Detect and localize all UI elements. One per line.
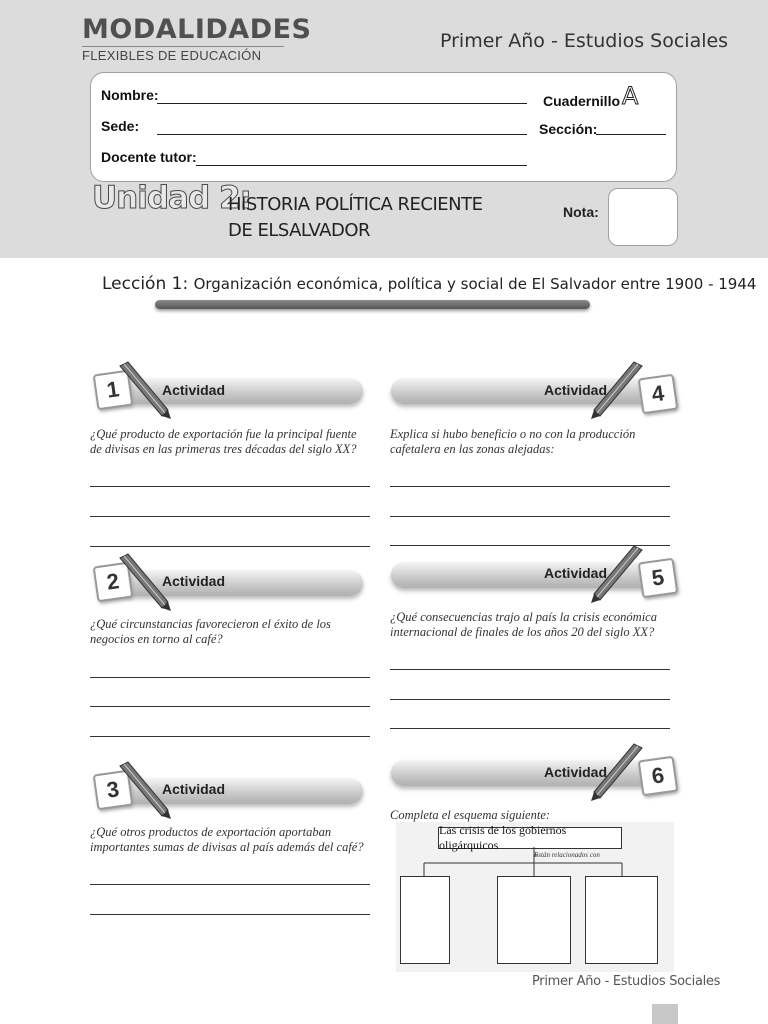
activity-2-answer-line-1[interactable]	[90, 677, 370, 678]
pencil-icon	[112, 760, 172, 820]
activity-2-badge: 2	[93, 562, 134, 603]
activity-1-label: Actividad	[162, 382, 226, 398]
activity-6-badge: 6	[638, 756, 679, 797]
seccion-label: Sección:	[539, 121, 598, 137]
cuadernillo-value: A	[622, 82, 639, 110]
cuadernillo-label: Cuadernillo	[543, 93, 621, 109]
unit-title-line2: DE ELSALVADOR	[228, 220, 370, 241]
activity-3-answer-line-2[interactable]	[90, 914, 370, 915]
activity-2-label: Actividad	[162, 573, 226, 589]
logo-title: MODALIDADES	[82, 14, 312, 45]
activity-3-badge: 3	[93, 770, 134, 811]
activity-4-answer-line-1[interactable]	[390, 486, 670, 487]
activity-1-answer-line-3[interactable]	[90, 546, 370, 547]
activity-5-question: ¿Qué consecuencias trajo al país la crisis económica internacional de finales de los años 20 del siglo XX?	[390, 610, 657, 639]
unit-title-line1: HISTORIA POLÍTICA RECIENTE	[228, 194, 483, 215]
activity-1-badge: 1	[93, 370, 134, 411]
activity-4-badge: 4	[638, 374, 679, 415]
diagram-connector-label: Están relacionados con	[534, 851, 600, 859]
activity-1-answer-line-1[interactable]	[90, 486, 370, 487]
lesson-underline-bar	[155, 300, 590, 309]
page-corner-tab	[652, 1004, 678, 1024]
lesson-heading	[102, 274, 756, 294]
seccion-field[interactable]	[596, 134, 666, 135]
unit-label: Unidad 2:	[92, 180, 251, 216]
activity-5-label: Actividad	[544, 565, 608, 581]
docente-label: Docente tutor:	[101, 149, 197, 165]
docente-field[interactable]	[196, 165, 527, 166]
diagram-answer-box-2[interactable]	[497, 876, 571, 964]
activity-1-question: ¿Qué producto de exportación fue la principal fuente de divisas en las primeras tres décadas del siglo XX?	[90, 427, 357, 456]
nombre-field[interactable]	[157, 103, 527, 104]
pencil-icon	[112, 360, 172, 420]
activity-5-badge: 5	[638, 558, 679, 599]
activity-5-answer-line-3[interactable]	[390, 728, 670, 729]
activity-6-label: Actividad	[544, 764, 608, 780]
nota-box[interactable]	[608, 188, 678, 246]
pencil-icon	[112, 552, 172, 612]
activity-5-answer-line-2[interactable]	[390, 699, 670, 700]
activity-2-answer-line-2[interactable]	[90, 706, 370, 707]
activity-4-question: Explica si hubo beneficio o no con la producción cafetalera en las zonas alejadas:	[390, 427, 636, 456]
activity-3-answer-line-1[interactable]	[90, 884, 370, 885]
footer-text: Primer Año - Estudios Sociales	[532, 974, 721, 989]
diagram-answer-box-3[interactable]	[585, 876, 658, 964]
lesson-label: Lección 1:	[102, 274, 189, 294]
activity-4-answer-line-2[interactable]	[390, 516, 670, 517]
diagram-title-box: Las crisis de los gobiernos oligárquicos	[438, 827, 622, 849]
activity-1-answer-line-2[interactable]	[90, 516, 370, 517]
activity-5-answer-line-1[interactable]	[390, 669, 670, 670]
sede-label: Sede:	[101, 118, 140, 134]
diagram-answer-box-1[interactable]	[400, 876, 450, 964]
activity-6-question: Completa el esquema siguiente:	[390, 808, 551, 822]
activity-2-answer-line-3[interactable]	[90, 736, 370, 737]
activity-2-question: ¿Qué circunstancias favorecieron el éxito de los negocios en torno al café?	[90, 617, 331, 646]
sede-field[interactable]	[157, 134, 527, 135]
lesson-title: Organización económica, política y social de El Salvador entre 1900 - 1944	[193, 275, 757, 293]
unit-title	[228, 192, 483, 244]
nota-label: Nota:	[563, 204, 599, 220]
activity-3-label: Actividad	[162, 781, 226, 797]
course-title: Primer Año - Estudios Sociales	[440, 30, 729, 52]
logo-divider	[82, 46, 284, 47]
nombre-label: Nombre:	[101, 87, 159, 103]
activity-3-question: ¿Qué otros productos de exportación aportaban importantes sumas de divisas al país además del café?	[90, 825, 364, 854]
logo-subtitle: FLEXIBLES DE EDUCACIÓN	[82, 48, 262, 63]
activity-4-label: Actividad	[544, 382, 608, 398]
